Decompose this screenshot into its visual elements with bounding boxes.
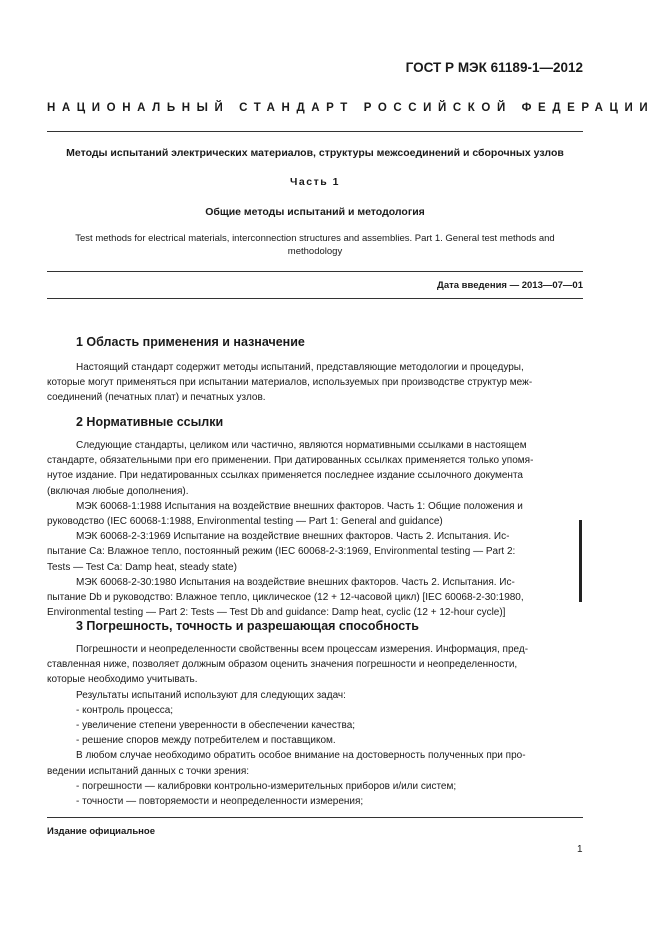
document-subtitle: Общие методы испытаний и методология: [205, 206, 425, 218]
list-item: - погрешности — калибровки контрольно-измерительных приборов и/или систем;: [76, 780, 457, 792]
reference-line: МЭК 60068-2-3:1969 Испытание на воздействие внешних факторов. Часть 2. Испытания. Ис-: [76, 531, 510, 543]
national-standard-banner: НАЦИОНАЛЬНЫЙ СТАНДАРТ РОССИЙСКОЙ ФЕДЕРАЦИИ: [47, 102, 655, 114]
paragraph-line: которые необходимо учитывать.: [47, 674, 198, 686]
paragraph-line: Погрешности и неопределенности свойственны всем процессам измерения. Информация, пред-: [76, 644, 529, 655]
paragraph-line: которые могут применяться при испытании материалов, используемых при производстве структур меж-: [47, 377, 533, 389]
list-item: - точности — повторяемости и неопределенности измерения;: [76, 796, 364, 808]
list-item: - контроль процесса;: [76, 704, 174, 716]
paragraph-line: Следующие стандарты, целиком или частично, являются нормативными ссылками в настоящем: [76, 440, 527, 451]
paragraph-line: соединений (печатных плат) и печатных узлов.: [47, 392, 266, 404]
date-divider: [47, 298, 583, 299]
footer-divider: [47, 817, 583, 818]
section-3-body: [47, 642, 583, 809]
section-2-body: [47, 438, 583, 620]
paragraph-line: Настоящий стандарт содержит методы испытаний, представляющие методологии и процедуры,: [76, 362, 524, 373]
paragraph-line: (включая любые дополнения).: [47, 485, 189, 497]
section-1-body: [47, 360, 583, 406]
section-3-heading: 3 Погрешность, точность и разрешающая способность: [76, 619, 419, 633]
reference-line: руководство (IEC 60068-1:1988, Environmental testing — Part 1: General and guidance): [47, 516, 443, 528]
list-item: - решение споров между потребителем и поставщиком.: [76, 735, 336, 747]
paragraph-line: ведении испытаний данных с точки зрения:: [47, 765, 250, 777]
introduction-date: Дата введения — 2013—07—01: [437, 280, 583, 291]
paragraph-line: стандарте, обязательными при его применении. При датированных ссылках применяется только упомя-: [47, 455, 534, 467]
paragraph-line: нутое издание. При недатированных ссылках применяется последнее издание ссылочного документа: [47, 470, 523, 482]
header-divider: [47, 131, 583, 132]
reference-line: МЭК 60068-1:1988 Испытания на воздействие внешних факторов. Часть 1: Общие положения и: [76, 500, 523, 512]
document-title: Методы испытаний электрических материалов, структуры межсоединений и сборочных узлов: [66, 147, 564, 159]
english-title: [47, 232, 583, 258]
page-number: 1: [577, 844, 583, 855]
section-2-heading: 2 Нормативные ссылки: [76, 415, 224, 429]
part-label: Часть 1: [290, 176, 340, 188]
reference-line: Environmental testing — Part 2: Tests — Test Db and guidance: Damp heat, cyclic (12 + 12-hour cycle)]: [47, 607, 506, 619]
reference-line: пытание Db и руководство: Влажное тепло, циклическое (12 + 12-часовой цикл) [IEC 60068-2-30:1980,: [47, 592, 524, 604]
paragraph-line: Результаты испытаний используют для следующих задач:: [76, 689, 346, 701]
official-edition-label: Издание официальное: [47, 826, 155, 837]
list-item: - увеличение степени уверенности в обеспечении качества;: [76, 720, 356, 732]
title-divider: [47, 271, 583, 272]
english-title-line: Test methods for electrical materials, interconnection structures and assemblies. Part 1. General test methods and: [75, 233, 555, 244]
paragraph-line: ставленная ниже, позволяет должным образом оценить значения погрешности и неопределенности,: [47, 659, 518, 671]
reference-line: пытание Са: Влажное тепло, постоянный режим (IEC 60068-2-3:1969, Environmental testing — Part 2:: [47, 546, 516, 558]
section-1-heading: 1 Область применения и назначение: [76, 335, 305, 349]
change-bar: [579, 520, 582, 602]
paragraph-line: В любом случае необходимо обратить особое внимание на достоверность полученных при про-: [76, 750, 526, 762]
english-title-line: methodology: [287, 246, 343, 257]
reference-line: МЭК 60068-2-30:1980 Испытания на воздействие внешних факторов. Часть 2. Испытания. Ис-: [76, 576, 515, 588]
reference-line: Tests — Test Ca: Damp heat, steady state): [47, 561, 237, 573]
standard-code: ГОСТ Р МЭК 61189-1—2012: [405, 60, 583, 75]
